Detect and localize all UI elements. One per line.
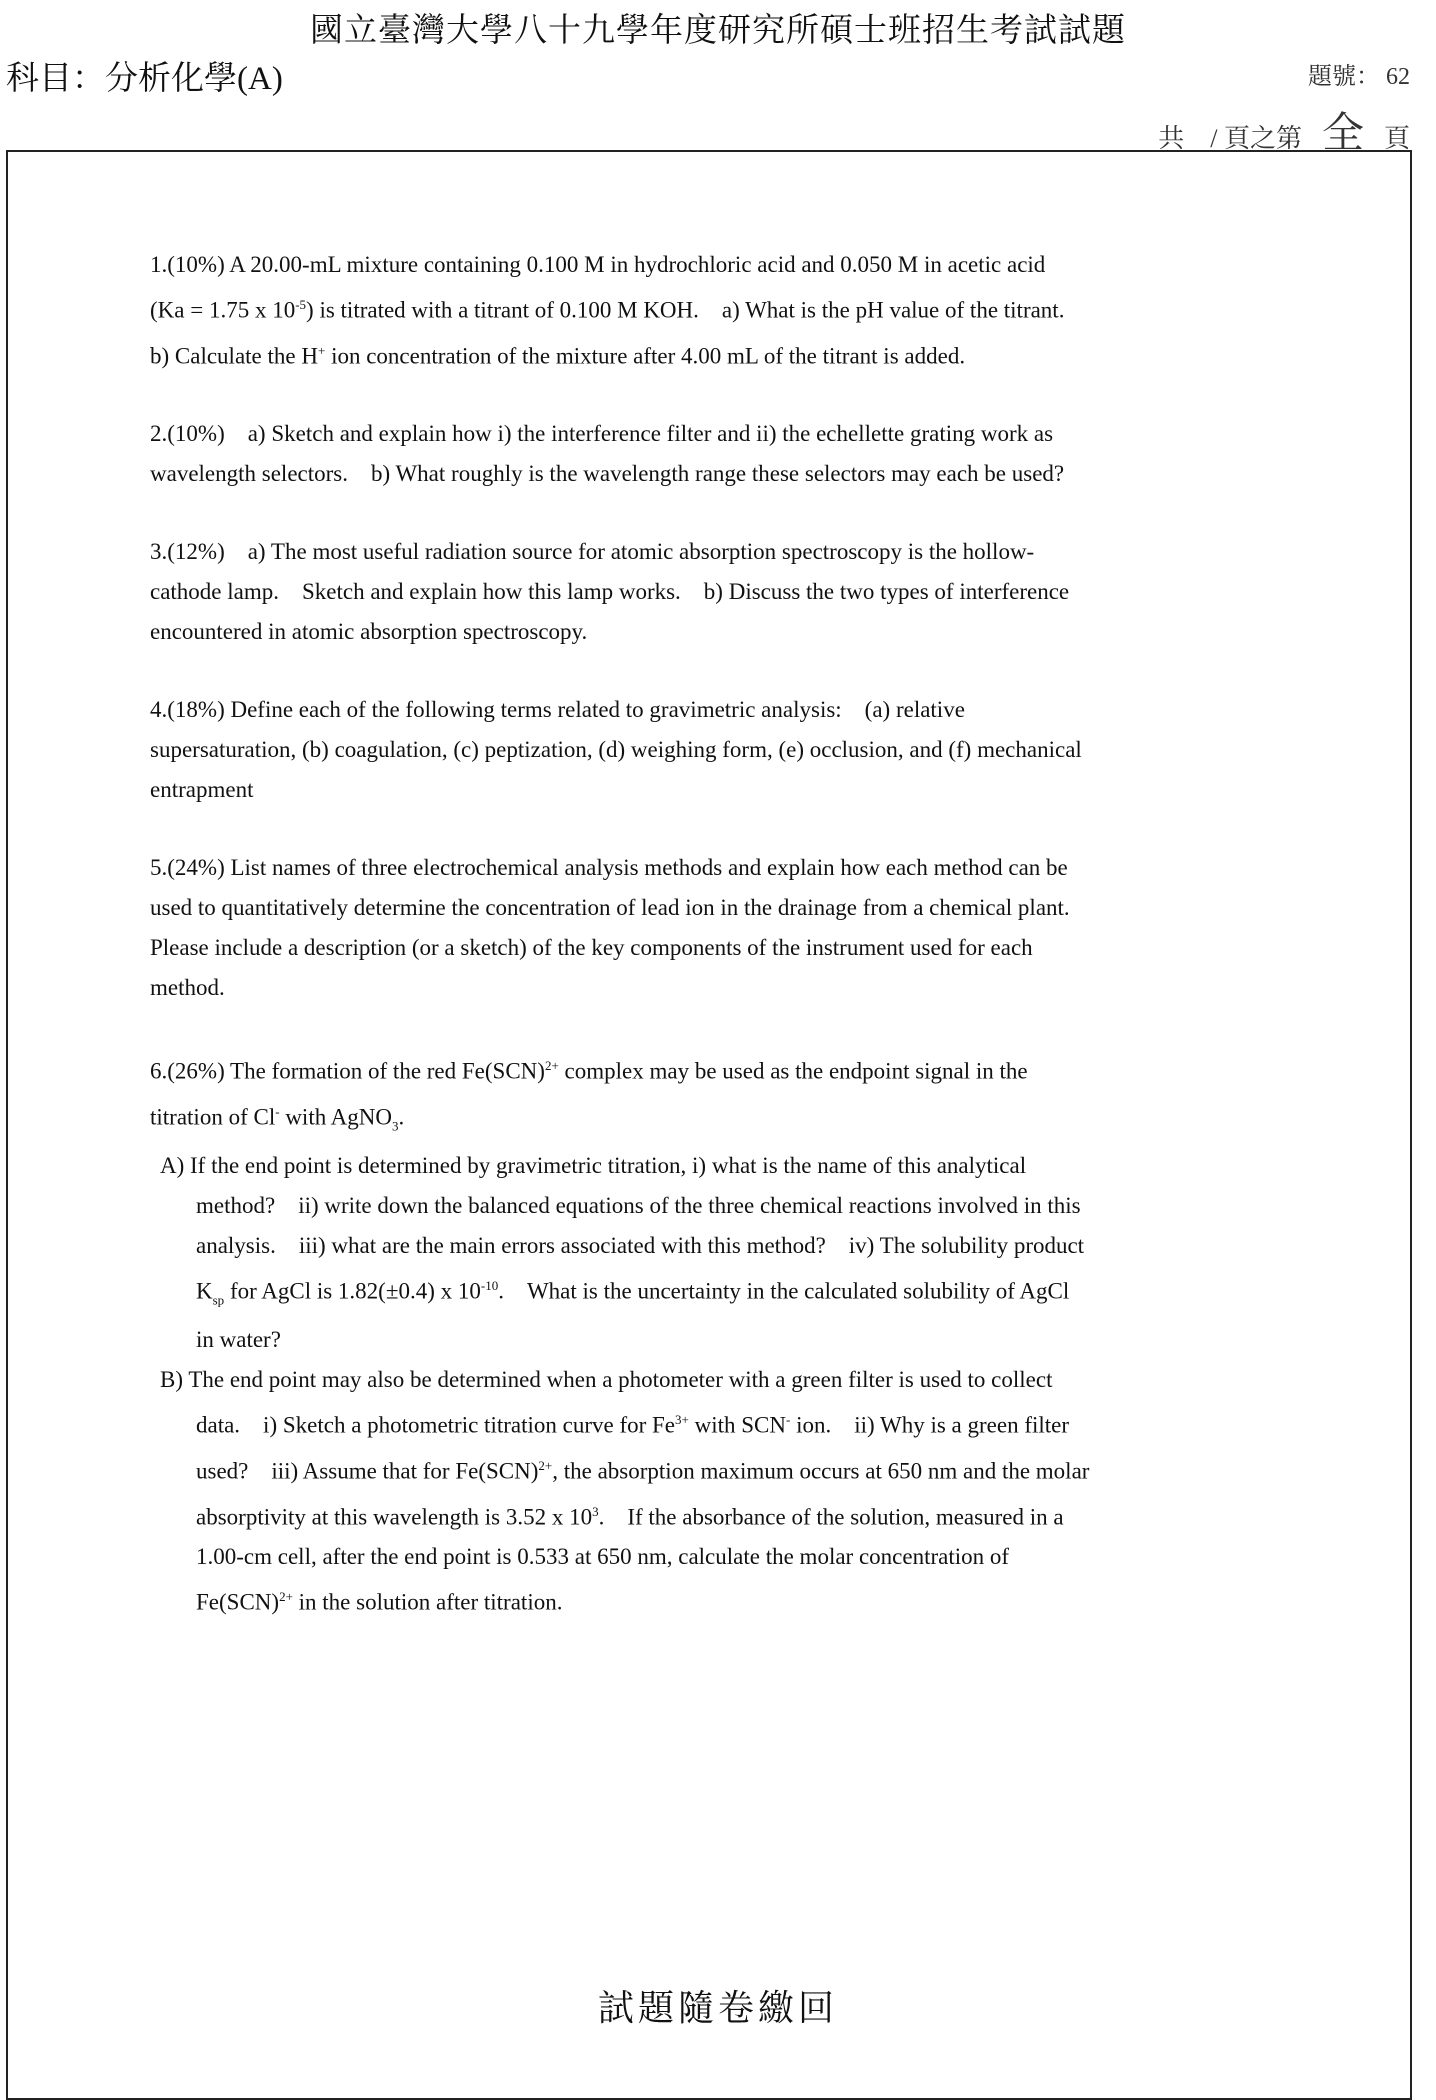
- question-line: titration of Cl- with AgNO$_3$.: [150, 1103, 405, 1134]
- question-line: (Ka = 1.75 x $10^{-5}$) is titrated with a titrant of 0.100 M KOH. a) What is the pH value of the titrant.: [150, 297, 1065, 323]
- question-line: cathode lamp. Sketch and explain how this lamp works. b) Discuss the two types of interference: [150, 579, 1070, 605]
- question-4: [150, 690, 1270, 810]
- exam-title: 國立臺灣大學八十九學年度研究所碩士班招生考試試題: [310, 13, 1126, 49]
- question-6-part-a: [150, 1146, 1270, 1360]
- question-line: 4.(18%) Define each of the following terms related to gravimetric analysis: (a) relative: [150, 697, 965, 723]
- question-line: 6.(26%) The formation of the red Fe(SCN)$^{2+}$ complex may be used as the endpoint signal in the: [150, 1058, 1028, 1084]
- question-line: method? ii) write down the balanced equations of the three chemical reactions involved in this: [196, 1193, 1081, 1219]
- question-line: data. i) Sketch a photometric titration curve for $Fe^{3+}$ with SCN- ion. ii) Why is a green filter: [196, 1412, 1070, 1439]
- question-line: entrapment: [150, 777, 254, 803]
- question-line: $K_{sp}$ for AgCl is 1.82(±0.4) x $10^{-10}$. What is the uncertainty in the calculated solubility of AgCl: [196, 1278, 1070, 1308]
- question-line: 1.00-cm cell, after the end point is 0.533 at 650 nm, calculate the molar concentration of: [196, 1544, 1010, 1570]
- page-total-label: 共 / 頁之第: [1158, 124, 1302, 153]
- page-unit: 頁: [1383, 124, 1410, 153]
- question-line: encountered in atomic absorption spectroscopy.: [150, 619, 588, 645]
- page-current: 全: [1321, 111, 1364, 157]
- question-line: wavelength selectors. b) What roughly is the wavelength range these selectors may each be used?: [150, 461, 1065, 487]
- question-line: Please include a description (or a sketch) of the key components of the instrument used for each: [150, 935, 1033, 961]
- question-line: 2.(10%) a) Sketch and explain how i) the interference filter and ii) the echellette grating work as: [150, 421, 1054, 447]
- question-6-part-b: [150, 1360, 1270, 1623]
- question-line: A) If the end point is determined by gravimetric titration, i) what is the name of this analytical: [160, 1153, 1027, 1179]
- question-line: B) The end point may also be determined when a photometer with a green filter is used to collect: [160, 1367, 1053, 1393]
- subject-label: 科目：分析化學(A): [6, 61, 283, 97]
- question-line: analysis. iii) what are the main errors associated with this method? iv) The solubility product: [196, 1233, 1085, 1259]
- question-2: [150, 414, 1270, 494]
- exam-number: 題號： 62: [1308, 64, 1410, 90]
- question-line: Fe(SCN)$^{2+}$ in the solution after titration.: [196, 1589, 563, 1616]
- question-1: [150, 245, 1270, 376]
- question-line: in water?: [196, 1327, 281, 1353]
- question-line: 1.(10%) A 20.00-mL mixture containing 0.100 M in hydrochloric acid and 0.050 M in acetic acid: [150, 252, 1046, 277]
- question-line: used to quantitatively determine the concentration of lead ion in the drainage from a chemical plant.: [150, 895, 1070, 921]
- question-6: [150, 1046, 1270, 1623]
- question-line: 5.(24%) List names of three electrochemical analysis methods and explain how each method can be: [150, 855, 1068, 881]
- question-line: used? iii) Assume that for Fe(SCN)$^{2+}$, the absorption maximum occurs at 650 nm and the molar: [196, 1458, 1090, 1484]
- question-3: [150, 532, 1270, 652]
- question-line: b) Calculate the H+ ion concentration of the mixture after 4.00 mL of the titrant is added.: [150, 342, 966, 369]
- question-line: method.: [150, 975, 225, 1001]
- question-line: absorptivity at this wavelength is 3.52 x $10^3$. If the absorbance of the solution, measured in a: [196, 1503, 1064, 1530]
- question-line: 3.(12%) a) The most useful radiation source for atomic absorption spectroscopy is the hollow-: [150, 539, 1035, 565]
- question-line: supersaturation, (b) coagulation, (c) peptization, (d) weighing form, (e) occlusion, and (f) mechanical: [150, 737, 1082, 763]
- question-list: [150, 245, 1270, 1661]
- return-notice: 試題隨卷繳回: [597, 1988, 838, 2028]
- question-5: [150, 848, 1270, 1008]
